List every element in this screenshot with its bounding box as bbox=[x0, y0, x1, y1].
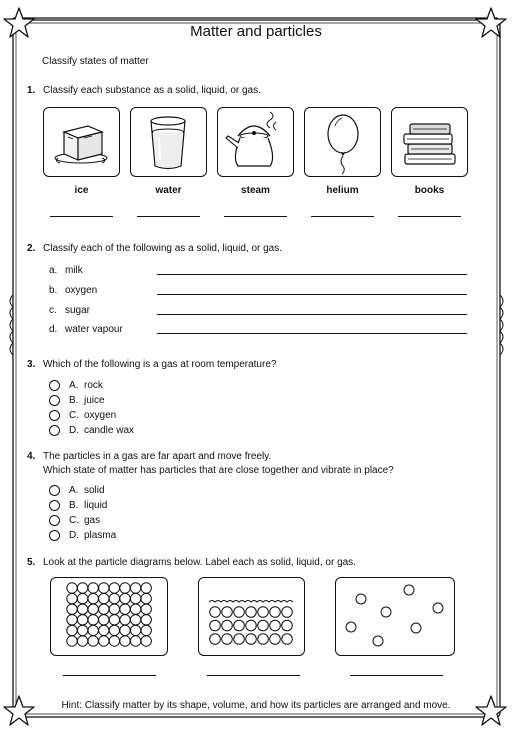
particle bbox=[99, 636, 109, 646]
particle bbox=[210, 634, 221, 645]
gas-diagram-box bbox=[335, 577, 455, 656]
question-number: 3. bbox=[27, 359, 36, 370]
particle bbox=[99, 625, 109, 635]
particle bbox=[373, 636, 383, 646]
particle bbox=[433, 603, 443, 613]
particle bbox=[109, 583, 119, 593]
particle bbox=[120, 625, 130, 635]
radio-option[interactable] bbox=[49, 410, 60, 421]
particle bbox=[246, 607, 257, 618]
question-prompt: Classify each of the following as a solid, liquid, or gas. bbox=[43, 243, 283, 254]
particle bbox=[381, 607, 391, 617]
particle bbox=[130, 604, 140, 614]
answer-line[interactable] bbox=[157, 294, 467, 295]
particle bbox=[222, 634, 233, 645]
particle bbox=[234, 607, 245, 618]
radio-option[interactable] bbox=[49, 485, 60, 496]
answer-line[interactable] bbox=[207, 675, 300, 676]
substance-label: books bbox=[414, 185, 445, 196]
particle bbox=[88, 615, 98, 625]
item-letter: c. bbox=[49, 305, 57, 316]
particle bbox=[234, 620, 245, 631]
answer-line[interactable] bbox=[350, 675, 443, 676]
solid-particles-diagram bbox=[51, 578, 167, 655]
particle bbox=[77, 583, 87, 593]
particle bbox=[120, 615, 130, 625]
particle bbox=[270, 634, 281, 645]
option-letter: B. bbox=[69, 500, 79, 511]
particle bbox=[141, 625, 151, 635]
particle bbox=[67, 583, 77, 593]
particle bbox=[346, 622, 356, 632]
option-letter: B. bbox=[69, 395, 79, 406]
particle bbox=[130, 625, 140, 635]
answer-line[interactable] bbox=[224, 216, 287, 217]
particle bbox=[141, 615, 151, 625]
particle bbox=[258, 620, 269, 631]
question-number: 2. bbox=[27, 243, 36, 254]
particle bbox=[141, 593, 151, 603]
particle bbox=[210, 620, 221, 631]
balloon-icon bbox=[305, 108, 380, 176]
item-letter: a. bbox=[49, 265, 58, 276]
particle bbox=[77, 615, 87, 625]
particle bbox=[109, 636, 119, 646]
ice-picture-box bbox=[43, 107, 120, 177]
answer-line[interactable] bbox=[63, 675, 156, 676]
liquid-surface bbox=[209, 601, 293, 603]
particle bbox=[282, 634, 293, 645]
particle bbox=[88, 604, 98, 614]
particle bbox=[258, 607, 269, 618]
particle bbox=[88, 625, 98, 635]
substance-label: ice bbox=[74, 185, 89, 196]
particle bbox=[67, 604, 77, 614]
radio-option[interactable] bbox=[49, 530, 60, 541]
particle bbox=[67, 615, 77, 625]
particle bbox=[120, 583, 130, 593]
liquid-particles-diagram bbox=[199, 578, 304, 655]
question-prompt: Which of the following is a gas at room temperature? bbox=[43, 359, 277, 370]
kettle-steam-icon bbox=[218, 108, 293, 176]
question-number: 5. bbox=[27, 557, 36, 568]
substance-label: helium bbox=[326, 185, 359, 196]
option-text: plasma bbox=[84, 530, 117, 541]
particle bbox=[130, 615, 140, 625]
question-prompt: Which state of matter has particles that are close together and vibrate in place? bbox=[43, 465, 394, 476]
option-text: rock bbox=[84, 380, 103, 391]
particle bbox=[258, 634, 269, 645]
particle bbox=[130, 593, 140, 603]
option-letter: A. bbox=[69, 485, 79, 496]
particle bbox=[130, 583, 140, 593]
hint-text: Hint: Classify matter by its shape, volume, and how its particles are arranged and move. bbox=[61, 700, 451, 711]
answer-line[interactable] bbox=[157, 314, 467, 315]
particle bbox=[109, 593, 119, 603]
radio-option[interactable] bbox=[49, 515, 60, 526]
particle bbox=[404, 585, 414, 595]
substance-label: water bbox=[155, 185, 182, 196]
particle bbox=[77, 604, 87, 614]
option-letter: C. bbox=[69, 410, 79, 421]
particle bbox=[88, 636, 98, 646]
water-picture-box bbox=[130, 107, 207, 177]
ice-cube-icon bbox=[44, 108, 119, 176]
gas-particles-diagram bbox=[336, 578, 454, 655]
answer-line[interactable] bbox=[311, 216, 374, 217]
question-prompt: The particles in a gas are far apart and move freely. bbox=[43, 451, 272, 462]
particle bbox=[141, 583, 151, 593]
particle bbox=[130, 636, 140, 646]
particle bbox=[234, 634, 245, 645]
particle bbox=[141, 604, 151, 614]
particle bbox=[356, 594, 366, 604]
particle bbox=[270, 607, 281, 618]
particle bbox=[99, 593, 109, 603]
question-prompt: Classify each substance as a solid, liquid, or gas. bbox=[43, 85, 261, 96]
particle bbox=[88, 593, 98, 603]
books-picture-box bbox=[391, 107, 468, 177]
question-number: 4. bbox=[27, 451, 36, 462]
particle bbox=[210, 607, 221, 618]
particle bbox=[109, 615, 119, 625]
particle bbox=[77, 593, 87, 603]
option-text: oxygen bbox=[84, 410, 117, 421]
question-prompt: Look at the particle diagrams below. Label each as solid, liquid, or gas. bbox=[43, 557, 356, 568]
particle bbox=[99, 615, 109, 625]
answer-line[interactable] bbox=[157, 274, 467, 275]
particle bbox=[77, 625, 87, 635]
particle bbox=[246, 634, 257, 645]
radio-option[interactable] bbox=[49, 395, 60, 406]
radio-option[interactable] bbox=[49, 425, 60, 436]
particle bbox=[99, 604, 109, 614]
particle bbox=[109, 625, 119, 635]
particle bbox=[88, 583, 98, 593]
option-text: candle wax bbox=[84, 425, 135, 436]
answer-line[interactable] bbox=[137, 216, 200, 217]
particle bbox=[246, 620, 257, 631]
radio-option[interactable] bbox=[49, 380, 60, 391]
stack-of-books-icon bbox=[392, 108, 467, 176]
particle bbox=[222, 607, 233, 618]
particle bbox=[77, 636, 87, 646]
question-number: 1. bbox=[27, 85, 36, 96]
steam-picture-box bbox=[217, 107, 294, 177]
particle bbox=[109, 604, 119, 614]
particle bbox=[282, 620, 293, 631]
particle bbox=[67, 636, 77, 646]
particle bbox=[141, 636, 151, 646]
helium-picture-box bbox=[304, 107, 381, 177]
option-text: juice bbox=[84, 395, 105, 406]
item-text: milk bbox=[65, 265, 83, 276]
option-text: solid bbox=[84, 485, 105, 496]
item-text: sugar bbox=[65, 305, 91, 316]
item-letter: b. bbox=[49, 285, 58, 296]
answer-line[interactable] bbox=[157, 333, 467, 334]
particle bbox=[120, 593, 130, 603]
page-subtitle: Classify states of matter bbox=[42, 56, 149, 67]
particle bbox=[282, 607, 293, 618]
particle bbox=[99, 583, 109, 593]
answer-line[interactable] bbox=[398, 216, 461, 217]
item-letter: d. bbox=[49, 324, 58, 335]
particle bbox=[120, 636, 130, 646]
glass-of-water-icon bbox=[131, 108, 206, 176]
page-title: Matter and particles bbox=[190, 23, 322, 40]
item-text: water vapour bbox=[65, 324, 123, 335]
option-letter: C. bbox=[69, 515, 79, 526]
option-text: liquid bbox=[84, 500, 108, 511]
substance-label: steam bbox=[241, 185, 270, 196]
solid-diagram-box bbox=[50, 577, 168, 656]
answer-line[interactable] bbox=[50, 216, 113, 217]
item-text: oxygen bbox=[65, 285, 98, 296]
particle bbox=[120, 604, 130, 614]
particle bbox=[411, 623, 421, 633]
option-letter: A. bbox=[69, 380, 79, 391]
radio-option[interactable] bbox=[49, 500, 60, 511]
option-letter: D. bbox=[69, 530, 79, 541]
liquid-diagram-box bbox=[198, 577, 305, 656]
option-letter: D. bbox=[69, 425, 79, 436]
option-text: gas bbox=[84, 515, 101, 526]
particle bbox=[270, 620, 281, 631]
particle bbox=[67, 625, 77, 635]
particle bbox=[222, 620, 233, 631]
particle bbox=[67, 593, 77, 603]
